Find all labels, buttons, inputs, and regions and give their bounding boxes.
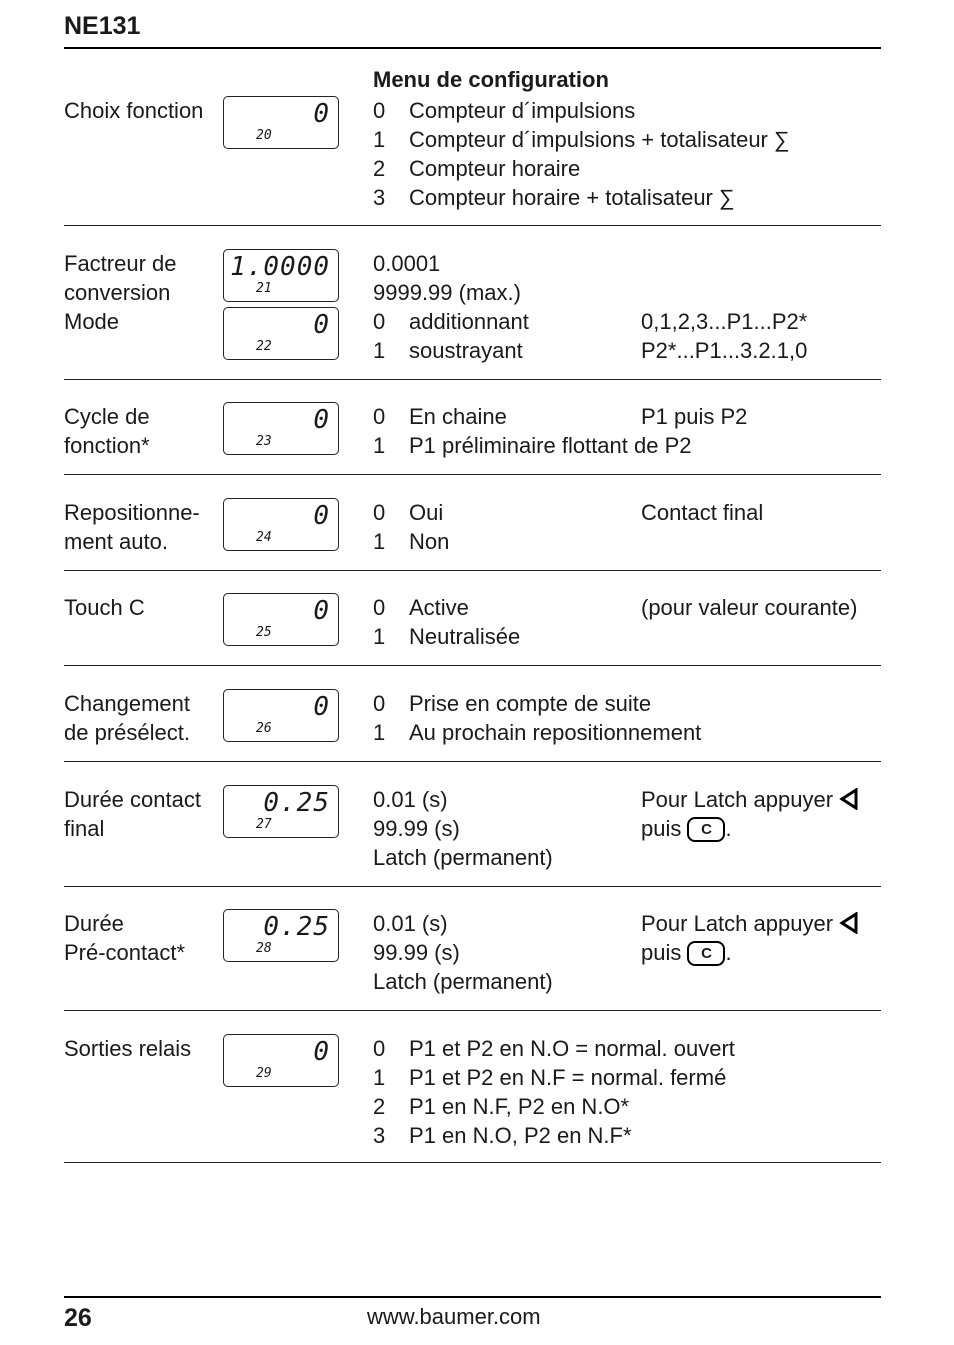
config-row-pre-contact: Durée Pré-contact* 0.25 28 0.01 (s) 99.99 (s) Latch (permanent) Pour Latch appuyer puis C .	[64, 909, 881, 1011]
row-label: Durée contact final	[64, 787, 201, 841]
lcd-display	[223, 593, 339, 646]
config-row-auto-reset: Repositionne- ment auto. 0 24 0 Oui Contact final 1 Non	[64, 498, 881, 571]
row-label: Choix fonction	[64, 98, 204, 123]
display-code: 28	[256, 941, 272, 956]
display-value: 0	[313, 310, 330, 340]
lcd-display	[223, 249, 339, 302]
display-value: 0	[313, 501, 330, 531]
display-code: 29	[256, 1066, 272, 1081]
config-row-conversion: Factreur de conversion Mode 1.0000 21 0 22 0.0001 9999.99 (max.) 0 additionnant 0,1,2,3...P1...P2* 1 soustrayant P2*...P1...3.2.1,0	[64, 249, 881, 380]
config-row-cycle: Cycle de fonction* 0 23 0 En chaine P1 puis P2 1 P1 préliminaire flottant de P2	[64, 402, 881, 475]
config-row-touch-c: Touch C 0 25 0 Active (pour valeur courante) 1 Neutralisée	[64, 593, 881, 666]
lcd-display	[223, 498, 339, 551]
footer-url: www.baumer.com	[367, 1304, 541, 1329]
page-number: 26	[64, 1304, 92, 1332]
footer-rule	[64, 1296, 881, 1298]
c-key-icon: C	[687, 817, 725, 842]
document-title: NE131	[64, 12, 141, 40]
config-row-function: Menu de configuration Choix fonction 0 20 0 Compteur d´impulsions 1 Compteur d´impulsions + totalisateur ∑ 2 Compteur horaire 3 Compteur horaire + totalisateur ∑	[64, 70, 881, 226]
display-value: 1.0000	[230, 252, 330, 282]
config-row-final-contact: Durée contact final 0.25 27 0.01 (s) 99.99 (s) Latch (permanent) Pour Latch appuyer puis C .	[64, 785, 881, 887]
row-label: Factreur de conversion Mode	[64, 251, 177, 334]
display-code: 24	[256, 530, 272, 545]
display-code: 23	[256, 434, 272, 449]
row-label: Repositionne- ment auto.	[64, 500, 200, 554]
left-arrow-key-icon	[839, 912, 859, 934]
display-value: 0	[313, 99, 330, 129]
lcd-display	[223, 307, 339, 360]
display-code: 26	[256, 721, 272, 736]
left-arrow-key-icon	[839, 788, 859, 810]
lcd-display	[223, 909, 339, 962]
c-key-icon: C	[687, 941, 725, 966]
display-value: 0	[313, 405, 330, 435]
menu-title: Menu de configuration	[373, 67, 609, 92]
row-label: Cycle de fonction*	[64, 404, 150, 458]
display-value: 0.25	[263, 912, 330, 942]
display-code: 20	[256, 128, 272, 143]
row-label: Touch C	[64, 595, 145, 620]
lcd-display	[223, 689, 339, 742]
lcd-display	[223, 785, 339, 838]
lcd-display	[223, 402, 339, 455]
config-row-preset-change: Changement de présélect. 0 26 0 Prise en compte de suite 1 Au prochain repositionnement	[64, 689, 881, 762]
display-code: 22	[256, 339, 272, 354]
row-label: Sorties relais	[64, 1036, 192, 1061]
display-value: 0	[313, 1037, 330, 1067]
row-label: Changement de présélect.	[64, 691, 190, 745]
lcd-display	[223, 1034, 339, 1087]
display-code: 25	[256, 625, 272, 640]
display-code: 27	[256, 817, 272, 832]
row-label: Durée Pré-contact*	[64, 911, 186, 965]
lcd-display	[223, 96, 339, 149]
config-row-relay-outputs: Sorties relais 0 29 0 P1 et P2 en N.O = normal. ouvert 1 P1 et P2 en N.F = normal. fermé 2 P1 en N.F, P2 en N.O* 3 P1 en N.O, P2 en N.F*	[64, 1034, 881, 1163]
display-value: 0	[313, 596, 330, 626]
header-rule	[64, 47, 881, 49]
display-value: 0	[313, 692, 330, 722]
display-code: 21	[256, 281, 272, 296]
display-value: 0.25	[263, 788, 330, 818]
